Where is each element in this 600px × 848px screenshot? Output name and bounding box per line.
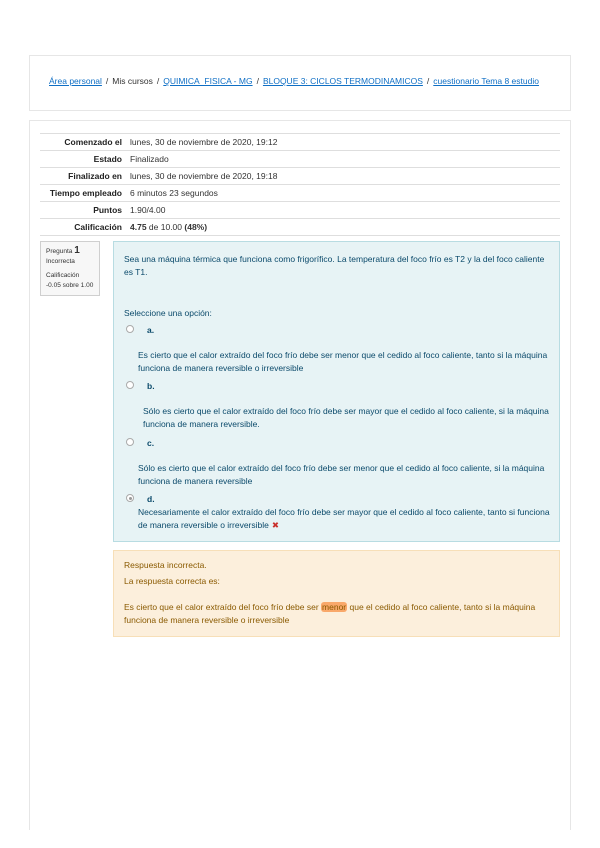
option-text: Es cierto que el calor extraído del foco frío debe ser menor que el cedido al foco caliente, tanto si la máquina funciona de manera reversible o irreversible bbox=[138, 350, 548, 373]
grade-of: de 10.00 bbox=[148, 222, 183, 232]
grade-percent: (48%) bbox=[184, 222, 208, 232]
correct-answer-highlight: menor bbox=[322, 602, 347, 612]
summary-row-finished bbox=[40, 168, 560, 185]
option-letter: b. bbox=[147, 381, 155, 391]
select-prompt: Seleccione una opción: bbox=[124, 308, 212, 318]
question-mark: Calificación -0.05 sobre 1.00 bbox=[46, 272, 94, 289]
breadcrumb-home-link[interactable]: Área personal bbox=[49, 76, 102, 86]
breadcrumb-quiz-link[interactable]: cuestionario Tema 8 estudio bbox=[433, 76, 539, 86]
feedback-result: Respuesta incorrecta. bbox=[124, 560, 207, 570]
summary-label: Comenzado el bbox=[40, 134, 126, 151]
correct-answer-text bbox=[124, 601, 549, 627]
summary-row-grade bbox=[40, 219, 560, 236]
feedback-box bbox=[113, 550, 560, 637]
summary-label: Puntos bbox=[40, 202, 126, 219]
question-info-box bbox=[40, 241, 100, 296]
option-letter: d. bbox=[147, 494, 155, 504]
option-text-wrapper bbox=[138, 506, 553, 532]
option-text: Sólo es cierto que el calor extraído del foco frío debe ser menor que el cedido al foco caliente, si la máquina funciona de manera reversible bbox=[138, 463, 545, 486]
question-label: Pregunta bbox=[46, 248, 73, 255]
summary-value: Finalizado bbox=[126, 151, 560, 168]
feedback-correct-label: La respuesta correcta es: bbox=[124, 576, 220, 586]
breadcrumb-section-link[interactable]: BLOQUE 3: CICLOS TERMODINAMICOS bbox=[262, 76, 423, 86]
summary-row-time-taken bbox=[40, 185, 560, 202]
radio-button[interactable] bbox=[126, 381, 134, 389]
summary-row-state bbox=[40, 151, 560, 168]
question-number-value: 1 bbox=[74, 245, 80, 256]
option-text: Sólo es cierto que el calor extraído del foco frío debe ser mayor que el cedido al foco caliente, si la máquina funciona de manera reversible. bbox=[143, 406, 549, 429]
summary-row-started bbox=[40, 134, 560, 151]
question-number bbox=[46, 246, 94, 257]
breadcrumb-container bbox=[29, 55, 571, 111]
incorrect-icon: ✖ bbox=[271, 520, 279, 530]
summary-value: lunes, 30 de noviembre de 2020, 19:18 bbox=[126, 168, 560, 185]
breadcrumb-my-courses: Mis cursos bbox=[112, 76, 153, 86]
radio-button[interactable] bbox=[126, 325, 134, 333]
correct-answer-post: que el cedido al foco caliente, tanto si la máquina funciona de manera reversible o irreversible bbox=[124, 602, 536, 625]
summary-value: lunes, 30 de noviembre de 2020, 19:12 bbox=[126, 134, 560, 151]
option-text: Necesariamente el calor extraído del foco frío debe ser mayor que el cedido al foco caliente, tanto si funciona de manera reversible o irreversible bbox=[138, 507, 550, 530]
breadcrumb-separator: / bbox=[256, 76, 259, 86]
summary-label: Calificación bbox=[40, 219, 126, 236]
grade-score: 4.75 bbox=[130, 222, 147, 232]
attempt-summary-table bbox=[40, 133, 560, 236]
question-status: Incorrecta bbox=[46, 258, 75, 265]
breadcrumb-course-link[interactable]: QUIMICA_FISICA - MG bbox=[163, 76, 253, 86]
summary-grade-value bbox=[126, 219, 560, 236]
option-letter: c. bbox=[147, 438, 155, 448]
correct-answer-pre: Es cierto que el calor extraído del foco frío debe ser bbox=[124, 602, 319, 612]
summary-value: 6 minutos 23 segundos bbox=[126, 185, 560, 202]
breadcrumb-separator: / bbox=[156, 76, 160, 86]
summary-label: Tiempo empleado bbox=[40, 185, 126, 202]
summary-label: Finalizado en bbox=[40, 168, 126, 185]
breadcrumb-separator: / bbox=[426, 76, 430, 86]
summary-row-marks bbox=[40, 202, 560, 219]
question-text: Sea una máquina térmica que funciona como frigorífico. La temperatura del foco frío es T2 y la del foco caliente es T1. bbox=[124, 254, 545, 277]
breadcrumb bbox=[49, 76, 539, 86]
summary-value: 1.90/4.00 bbox=[126, 202, 560, 219]
option-letter: a. bbox=[147, 325, 155, 335]
question-formulation bbox=[113, 241, 560, 542]
radio-button[interactable] bbox=[126, 438, 134, 446]
summary-label: Estado bbox=[40, 151, 126, 168]
radio-button-selected[interactable] bbox=[126, 494, 134, 502]
breadcrumb-separator: / bbox=[105, 76, 109, 86]
